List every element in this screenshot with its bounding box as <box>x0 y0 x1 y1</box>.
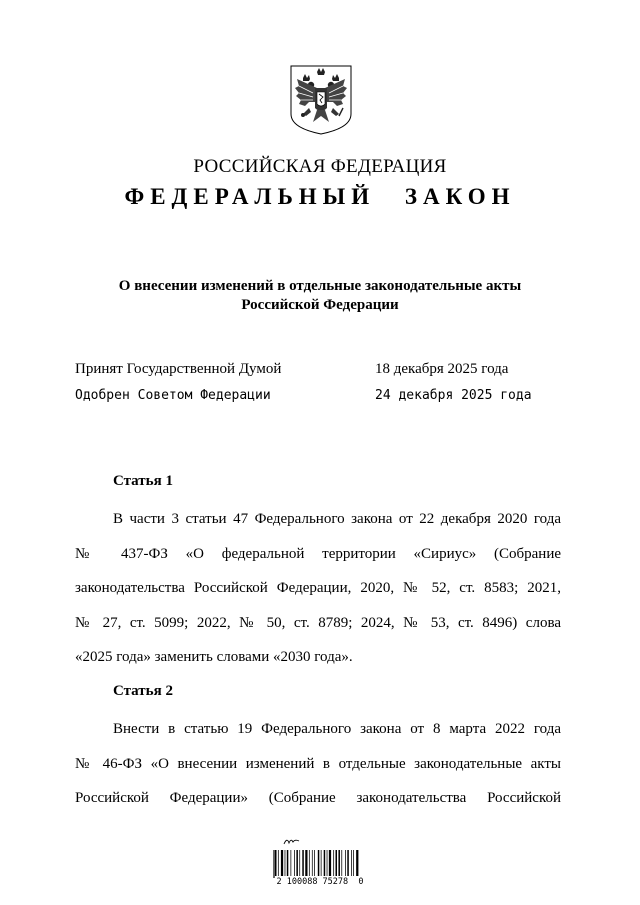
article-1-line: В части 3 статьи 47 Федерального закона от 22 декабря 2020 года <box>113 511 561 527</box>
article-1-line: законодательства Российской Федерации, 2020, № 52, ст. 8583; 2021, <box>75 580 561 596</box>
article-1-line: «2025 года» заменить словами «2030 года». <box>75 649 353 665</box>
article-2-line: № 46-ФЗ «О внесении изменений в отдельные законодательные акты <box>75 755 561 772</box>
council-approval-label: Одобрен Советом Федерации <box>75 388 271 403</box>
coat-of-arms-icon <box>289 64 353 136</box>
article-1-line: № 27, ст. 5099; 2022, № 50, ст. 8789; 2024, № 53, ст. 8496) слова <box>75 614 561 631</box>
article-2-line: Внести в статью 19 Федерального закона от 8 марта 2022 года <box>113 721 561 737</box>
article-1-line: № 437-ФЗ «О федеральной территории «Сириус» (Собрание <box>75 545 561 562</box>
law-title <box>60 277 580 315</box>
duma-adoption-label: Принят Государственной Думой <box>75 361 282 377</box>
document-type-heading: ФЕДЕРАЛЬНЫЙ ЗАКОН <box>124 184 516 209</box>
article-2-line: Российской Федерации» (Собрание законодательства Российской <box>75 790 561 806</box>
law-title-line: О внесении изменений в отдельные законодательные акты <box>118 278 522 294</box>
barcode-digits: 2 100088 75278 0 <box>276 877 364 887</box>
article-1-heading: Статья 1 <box>113 473 173 489</box>
duma-adoption-date: 18 декабря 2025 года <box>375 361 509 377</box>
council-approval-date: 24 декабря 2025 года <box>375 388 532 403</box>
country-heading: РОССИЙСКАЯ ФЕДЕРАЦИЯ <box>193 156 447 177</box>
law-title-line: Российской Федерации <box>241 297 399 313</box>
article-2-heading: Статья 2 <box>113 683 173 699</box>
